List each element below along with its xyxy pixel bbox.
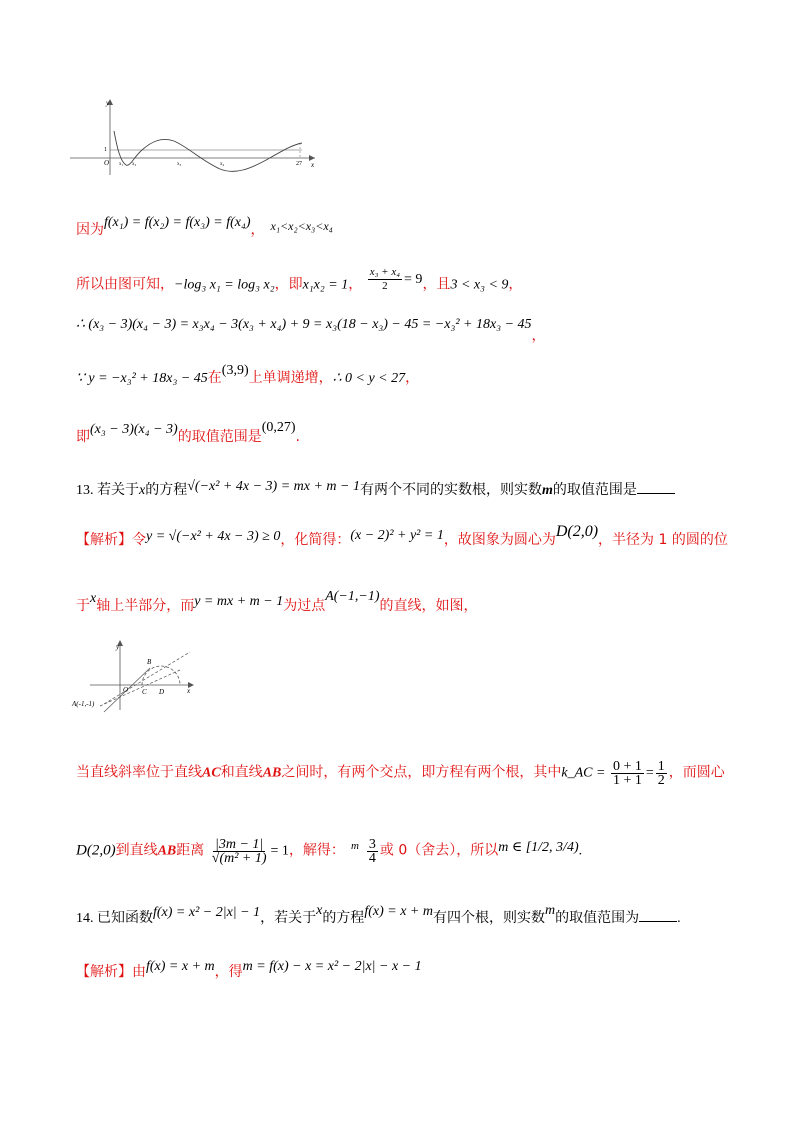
sol12-line4	[76, 363, 420, 389]
question-text: ，若关于	[260, 910, 317, 926]
fraction-denominator: 2	[382, 280, 388, 292]
sol13-text: 和直线	[220, 764, 263, 781]
point-b-label: B	[147, 658, 152, 666]
question-text: 的方程	[145, 482, 188, 498]
fraction-numerator: 3	[368, 837, 376, 852]
tick-label-27: 27	[296, 161, 302, 167]
center-point: D(2,0)	[76, 842, 116, 859]
question-text: 的取值范围为	[555, 910, 640, 926]
sol13-text: 当直线斜率位于直线	[76, 764, 202, 781]
product-expression: (x₃ − 3)(x₄ − 3)	[90, 422, 178, 437]
equals-one: = 1	[270, 843, 289, 859]
sol12-line5	[76, 420, 300, 448]
fraction-numerator: 0 + 1	[612, 759, 642, 774]
product-equation: x₁x₂ = 1	[302, 277, 349, 293]
sol12-line2	[76, 266, 523, 299]
comma: ，	[508, 276, 523, 293]
radical-equation: √(−x² + 4x − 3) = mx + m − 1	[187, 479, 360, 494]
sol14-text: 由	[132, 964, 146, 980]
sol13-text: 或 0（舍去），所以	[379, 842, 499, 859]
question-14	[76, 903, 681, 929]
sol13-text: ，而圆心	[668, 764, 725, 781]
average-fraction	[368, 266, 402, 293]
sol13-line1	[76, 523, 728, 551]
x-axis-label: x	[187, 687, 191, 695]
period: .	[578, 843, 583, 859]
sol13-text: 距离	[176, 842, 205, 859]
equals-sign: =	[645, 765, 654, 781]
distance-fraction	[210, 838, 269, 865]
question-number: 13.	[76, 483, 94, 498]
fraction-denominator: 1 + 1	[612, 773, 642, 788]
sol13-text: 之间时，有两个交点，即方程有两个根，其中	[281, 764, 562, 781]
question-text: 已知函数	[97, 910, 153, 926]
function-graph-1	[70, 95, 320, 177]
solution-tag: 【解析】	[76, 532, 132, 548]
sol13-line3	[76, 760, 725, 787]
question-text: 的取值范围是	[552, 482, 637, 498]
sol12-line1	[76, 215, 333, 241]
equals-nine: = 9	[404, 271, 423, 287]
sol12-text: 即	[76, 429, 90, 445]
comma: ，	[405, 370, 420, 386]
fraction-numerator: 1	[657, 759, 665, 774]
comma: ，	[250, 222, 265, 238]
answer-blank[interactable]	[639, 909, 677, 922]
variable-m: m	[350, 839, 359, 852]
sol13-text: 到直线	[115, 842, 158, 859]
slope-ac: k_AC =	[561, 765, 606, 781]
sol12-text: ，且	[422, 276, 451, 293]
question-number: 14.	[76, 911, 94, 926]
point-a: A(−1,−1)	[325, 589, 380, 604]
sol12-text: 的取值范围是	[177, 429, 262, 445]
line-ab-label: AB	[262, 765, 282, 781]
quadratic-function: ∵ y = −x₃² + 18x₃ − 45	[76, 371, 208, 386]
sol13-text: 令	[132, 532, 146, 548]
line-ac	[100, 670, 180, 706]
sol13-line2	[76, 589, 478, 617]
sol13-line4	[76, 838, 582, 865]
period: .	[295, 429, 300, 445]
semicircle	[142, 666, 180, 685]
center-point: D(2,0)	[555, 523, 599, 540]
sol12-text: 上单调递增，	[248, 370, 333, 386]
sol13-text: 于	[76, 598, 90, 614]
question-text: 有四个根，则实数	[432, 910, 545, 926]
fraction-numerator: |3m − 1|	[215, 837, 264, 852]
origin-label: O	[104, 159, 110, 167]
question-text: 若关于	[97, 482, 139, 498]
sol12-text: 在	[207, 370, 222, 386]
slope-fraction-1	[611, 760, 644, 787]
sol13-text: 的直线，如图，	[379, 598, 478, 614]
comma: ，	[531, 328, 546, 344]
sol12-because: 因为	[76, 222, 104, 238]
question-13	[76, 480, 675, 501]
question-text: 有两个不同的实数根，则实数	[359, 482, 542, 498]
x2-label: x₂	[132, 162, 137, 167]
point-c-label: C	[142, 688, 147, 696]
variable-m: m	[541, 483, 553, 498]
equal-values-expression: f(x₁) = f(x₂) = f(x₃) = f(x₄)	[104, 215, 251, 230]
expansion-equation: ∴ (x₃ − 3)(x₄ − 3) = x₃x₄ − 3(x₃ + x₄) + 9 = x₃(18 − x₃) − 45 = −x₃² + 18x₃ − 45	[76, 317, 532, 332]
x-axis-label: x	[311, 161, 315, 169]
variable-m: m	[544, 903, 556, 918]
period: .	[677, 911, 681, 926]
sol13-text: ，解得：	[288, 842, 345, 859]
question-text: 的方程	[322, 910, 365, 926]
equation: f(x) = x + m	[364, 904, 433, 919]
line-ab-label: AB	[157, 843, 177, 859]
fraction-numerator: x₃ + x₄	[369, 266, 401, 278]
equation: f(x) = x + m	[146, 959, 215, 974]
range-inequality: 3 < x₃ < 9	[450, 277, 509, 293]
sol12-text: ，即	[274, 276, 303, 293]
x3-label: x₃	[177, 162, 182, 167]
sol13-text: ，故图象为圆心为	[443, 532, 556, 548]
sol13-text: 轴上半部分，而	[96, 598, 195, 614]
radical-function: y = √(−x² + 4x − 3) ≥ 0	[146, 529, 281, 544]
sol12-line3	[76, 314, 546, 344]
comma: ，	[348, 276, 363, 293]
tick-label-1: 1	[104, 147, 107, 153]
circle-equation: (x − 2)² + y² = 1	[350, 528, 444, 543]
sol14-text: ，得	[214, 964, 243, 980]
curve	[114, 131, 302, 171]
y-range: ∴ 0 < y < 27	[332, 371, 406, 386]
variable-x: x	[139, 483, 146, 498]
point-a-label: A(-1,-1)	[72, 700, 95, 708]
order-expression: x₁<x₂<x₃<x₄	[270, 219, 333, 233]
answer-blank[interactable]	[637, 481, 675, 494]
solution-tag: 【解析】	[76, 964, 132, 980]
sol12-text: 所以由图可知，	[76, 276, 174, 293]
sol13-text: 为过点	[283, 598, 326, 614]
solution-fraction	[367, 838, 378, 865]
log-equation: −log₃ x₁ = log₃ x₂	[174, 277, 275, 293]
origin-label: O	[123, 686, 129, 694]
slope-fraction-2	[656, 760, 667, 787]
answer-interval: m ∈ [1/2, 3/4)	[498, 839, 579, 855]
fraction-denominator: 2	[657, 773, 665, 788]
sol13-text: ，半径为 1 的圆的位	[598, 532, 728, 548]
y-axis-label: y	[106, 99, 110, 107]
interval-3-9: (3,9)	[221, 363, 249, 378]
x1-label: x₁	[119, 162, 124, 167]
function-definition: f(x) = x² − 2|x| − 1	[153, 905, 261, 920]
variable-x: x	[316, 903, 323, 918]
variable-x: x	[90, 591, 97, 606]
point-d-label: D	[159, 688, 165, 696]
sol13-text: ，化简得：	[280, 532, 351, 548]
answer-interval: (0,27)	[261, 420, 296, 435]
fraction-denominator: 4	[368, 851, 376, 866]
y-axis-label: y	[116, 643, 120, 651]
x4-label: x₄	[220, 162, 225, 167]
m-expression: m = f(x) − x = x² − 2|x| − x − 1	[242, 959, 422, 974]
fraction-denominator: √(m² + 1)	[211, 851, 267, 866]
sol14-line1	[76, 959, 422, 983]
line-ac-label: AC	[202, 765, 221, 781]
circle-line-diagram	[70, 640, 200, 720]
line-equation: y = mx + m − 1	[194, 594, 284, 609]
